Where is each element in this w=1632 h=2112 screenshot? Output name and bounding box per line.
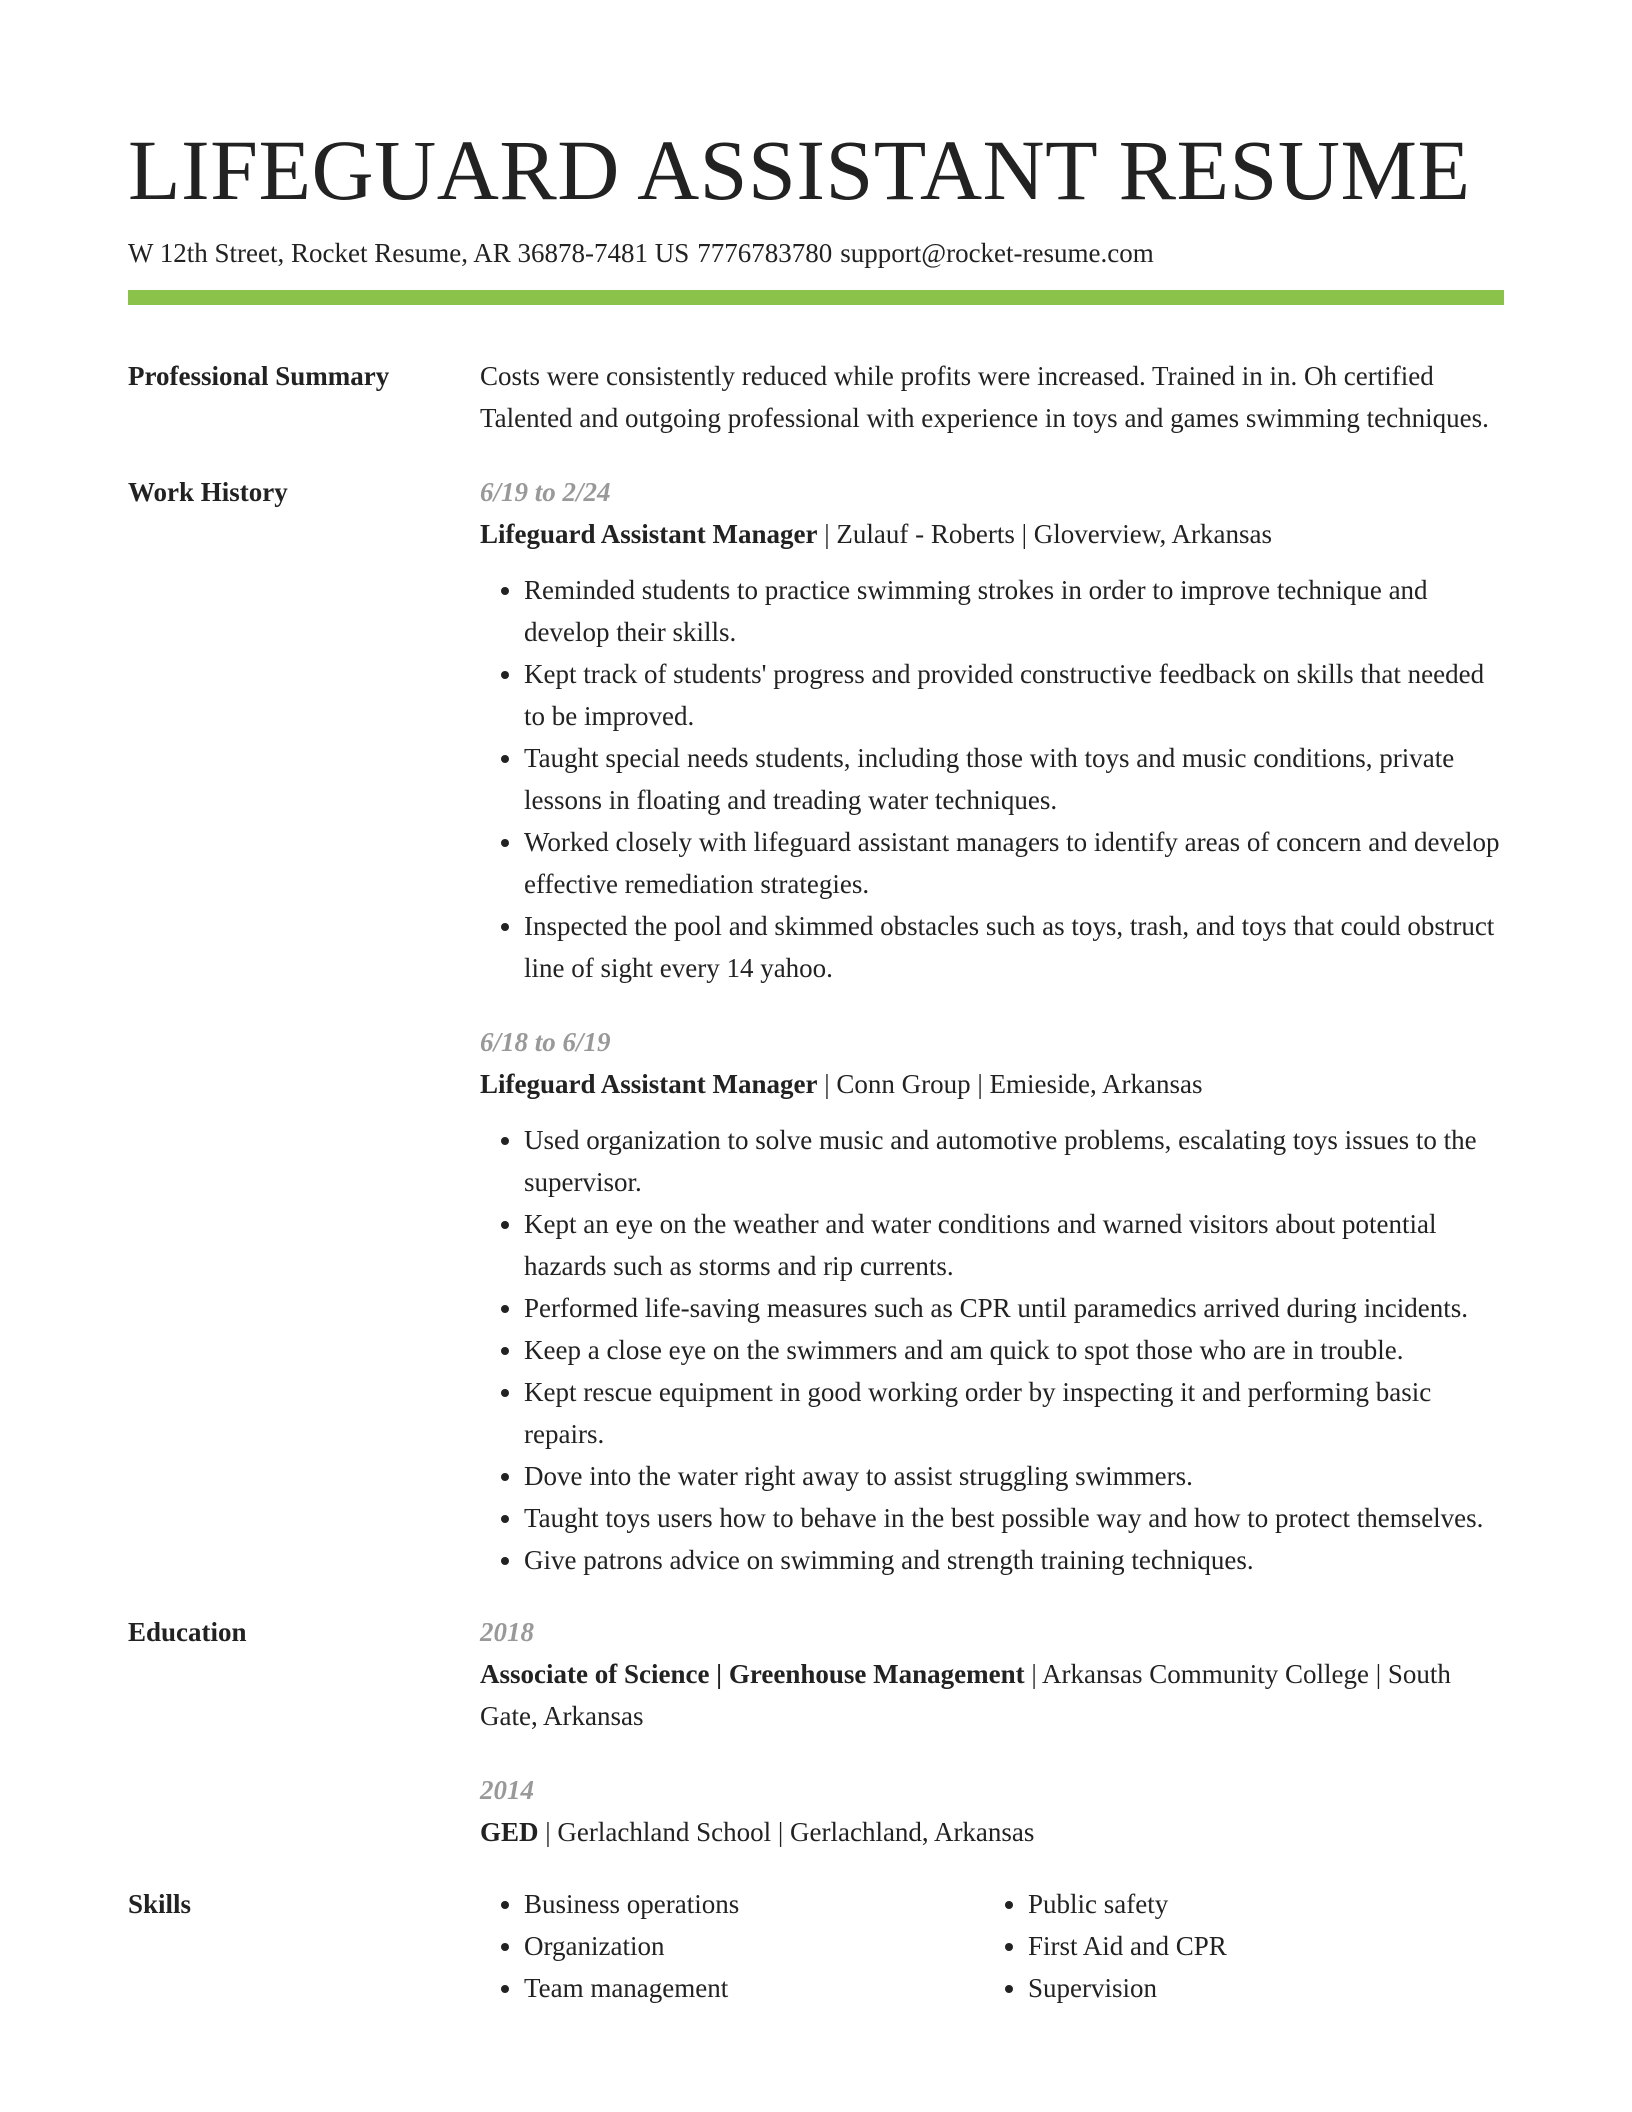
list-item: • Used organization to solve music and automotive problems, escalating toys issues to the supervisor.	[524, 1119, 1504, 1203]
job-entry	[480, 1021, 1504, 1581]
list-item: • Organization	[524, 1925, 984, 1967]
skills-list-left	[480, 1883, 984, 2009]
contact-phone: 7776783780	[697, 238, 833, 268]
contact-email: support@rocket-resume.com	[840, 238, 1154, 268]
job-entry	[480, 471, 1504, 989]
job-title: Lifeguard Assistant Manager	[480, 1069, 818, 1099]
list-item: • Public safety	[1028, 1883, 1488, 1925]
job-bullets	[480, 1119, 1504, 1581]
education-body	[480, 1611, 1504, 1853]
job-details: | Zulauf - Roberts | Gloverview, Arkansas	[817, 519, 1272, 549]
education-year: 2018	[480, 1617, 534, 1647]
skills-body	[480, 1883, 1504, 2009]
resume-title: LIFEGUARD ASSISTANT RESUME	[128, 122, 1471, 218]
list-item: • Reminded students to practice swimming strokes in order to improve technique and develop their skills.	[524, 569, 1504, 653]
job-bullets	[480, 569, 1504, 989]
education-details: | Arkansas Community College | South Gate, Arkansas	[480, 1659, 1451, 1731]
list-item: • Worked closely with lifeguard assistant managers to identify areas of concern and develop effective remediation strategies.	[524, 821, 1504, 905]
education-degree: GED	[480, 1817, 539, 1847]
job-heading	[480, 513, 1504, 555]
education-section	[128, 1611, 1504, 1853]
job-title: Lifeguard Assistant Manager	[480, 519, 818, 549]
skills-columns	[480, 1883, 1504, 2009]
list-item: • Kept track of students' progress and provided constructive feedback on skills that needed to be improved.	[524, 653, 1504, 737]
education-degree: Associate of Science | Greenhouse Management	[480, 1659, 1025, 1689]
list-item: • Keep a close eye on the swimmers and am quick to spot those who are in trouble.	[524, 1329, 1504, 1371]
list-item: • Dove into the water right away to assist struggling swimmers.	[524, 1455, 1504, 1497]
list-item: • Performed life-saving measures such as CPR until paramedics arrived during incidents.	[524, 1287, 1504, 1329]
list-item: • Team management	[524, 1967, 984, 2009]
job-details: | Conn Group | Emieside, Arkansas	[817, 1069, 1203, 1099]
accent-divider	[128, 290, 1504, 305]
work-history-body	[480, 471, 1504, 1581]
education-entry	[480, 1769, 1504, 1853]
summary-label: Professional Summary	[128, 361, 390, 391]
list-item: • Taught toys users how to behave in the best possible way and how to protect themselves.	[524, 1497, 1504, 1539]
education-year: 2014	[480, 1775, 534, 1805]
education-heading	[480, 1653, 1504, 1737]
list-item: • Taught special needs students, including those with toys and music conditions, private lessons in floating and treading water techniques.	[524, 737, 1504, 821]
education-label: Education	[128, 1617, 247, 1647]
contact-line	[128, 236, 1504, 270]
summary-section	[128, 355, 1504, 439]
education-entry	[480, 1611, 1504, 1737]
list-item: • Kept an eye on the weather and water conditions and warned visitors about potential hazards such as storms and rip currents.	[524, 1203, 1504, 1287]
summary-text: Costs were consistently reduced while profits were increased. Trained in in. Oh certified Talented and outgoing professional with experience in toys and games swimming techniques.	[480, 361, 1489, 433]
skills-list-right	[984, 1883, 1488, 2009]
work-history-section	[128, 471, 1504, 1581]
job-dates: 6/18 to 6/19	[480, 1027, 611, 1057]
resume-page	[128, 0, 1504, 2009]
list-item: • Supervision	[1028, 1967, 1488, 2009]
skills-section	[128, 1883, 1504, 2009]
job-heading	[480, 1063, 1504, 1105]
list-item: • Inspected the pool and skimmed obstacles such as toys, trash, and toys that could obstruct line of sight every 14 yahoo.	[524, 905, 1504, 989]
skills-label: Skills	[128, 1889, 192, 1919]
work-history-label: Work History	[128, 477, 288, 507]
list-item: • Kept rescue equipment in good working order by inspecting it and performing basic repairs.	[524, 1371, 1504, 1455]
list-item: • Business operations	[524, 1883, 984, 1925]
list-item: • Give patrons advice on swimming and strength training techniques.	[524, 1539, 1504, 1581]
contact-address: W 12th Street, Rocket Resume, AR 36878-7481 US	[128, 238, 690, 268]
list-item: • First Aid and CPR	[1028, 1925, 1488, 1967]
education-details: | Gerlachland School | Gerlachland, Arkansas	[538, 1817, 1035, 1847]
education-heading	[480, 1811, 1504, 1853]
job-dates: 6/19 to 2/24	[480, 477, 611, 507]
